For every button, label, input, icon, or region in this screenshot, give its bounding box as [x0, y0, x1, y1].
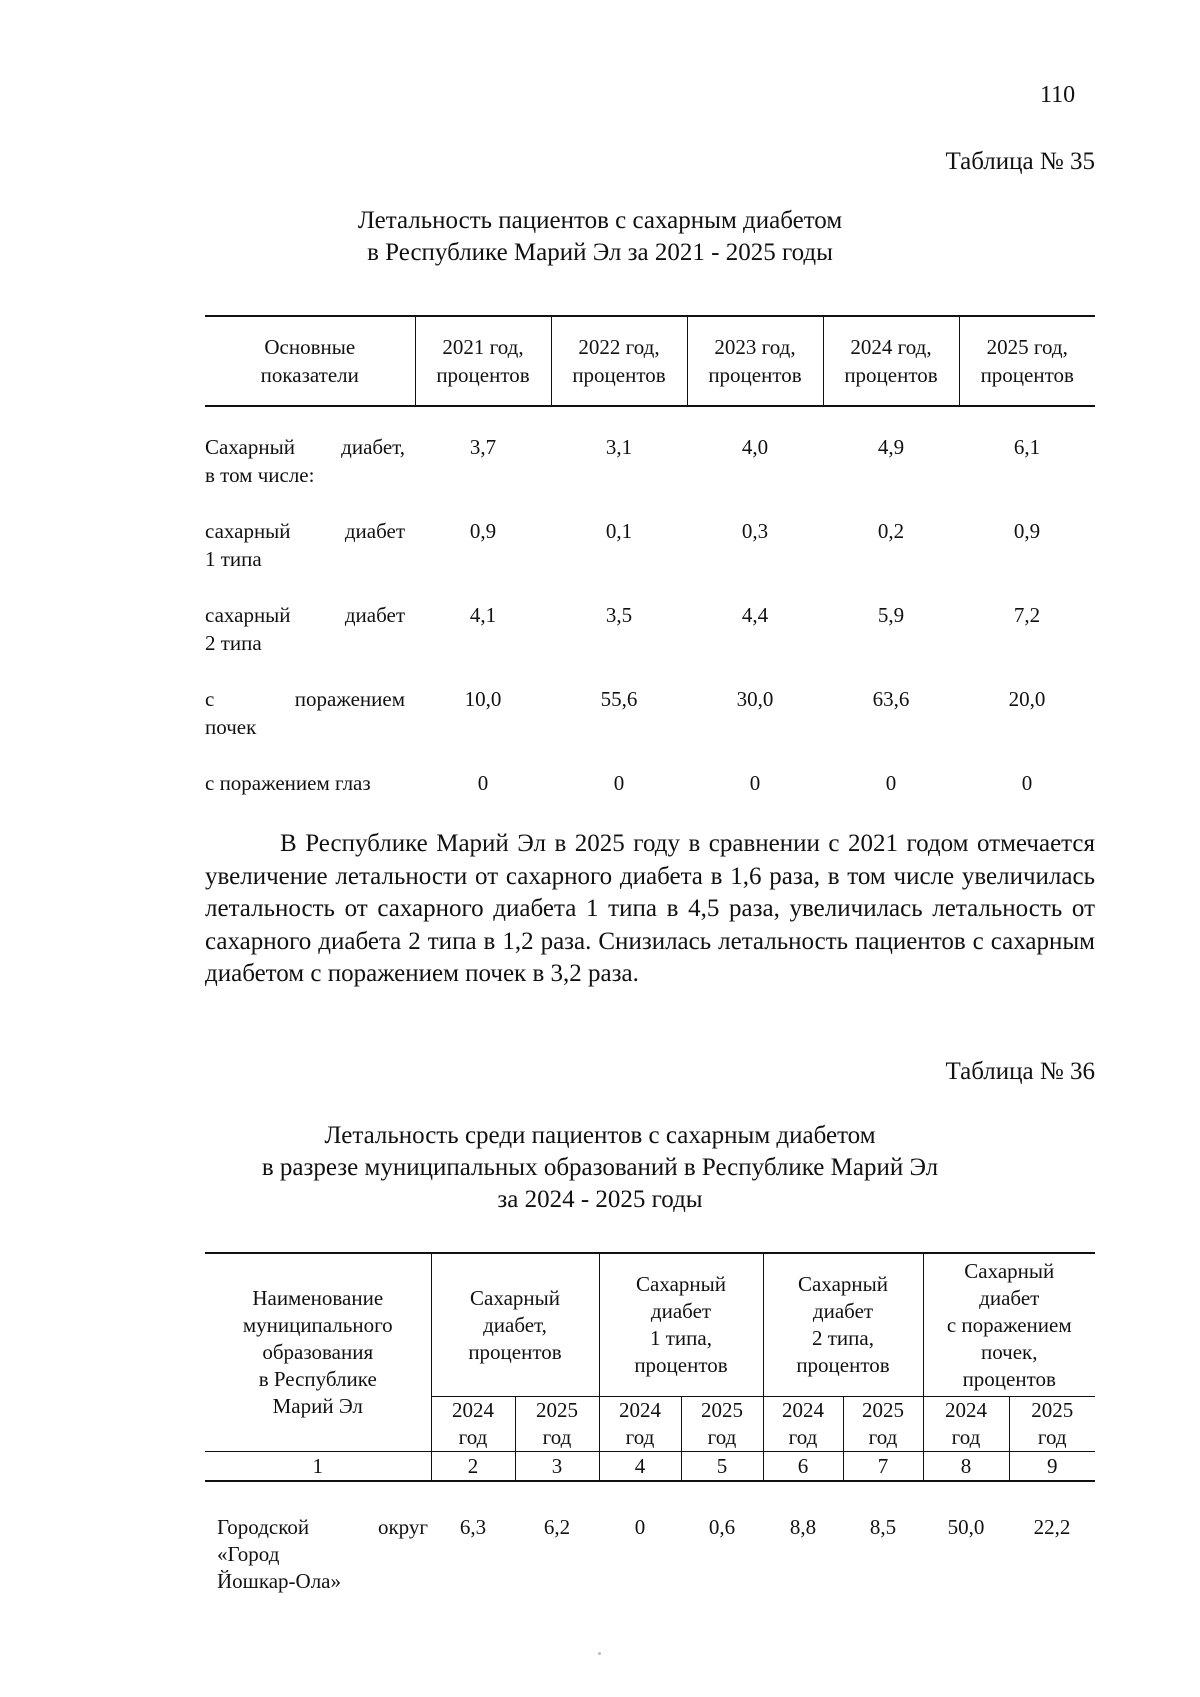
table-35-header-row [205, 316, 1095, 406]
header-diabetes-type-2: Сахарный диабет 2 типа, процентов [763, 1253, 923, 1397]
cell-value: 22,2 [1033, 1515, 1071, 1539]
column-number: 9 [1009, 1452, 1095, 1482]
cell-value: 0,6 [708, 1515, 736, 1539]
table-row [205, 1514, 1095, 1595]
table-35-caption [0, 205, 1200, 269]
cell-2021: 10,0 [464, 687, 502, 711]
cell-2023: 4,4 [741, 603, 769, 627]
body-paragraph-text: В Республике Марий Эл в 2025 году в сравнении с 2021 годом отмечается увеличение летальности от сахарного диабета в 1,6 раза, в том числе увеличилась летальность от сахарного диабета 1 типа в 4,5 раза, увеличилась летальность от сахарного диабета 2 типа в 1,2 раза. Снизилась летальность пациентов с сахарным диабетом с поражением почек в 3,2 раза. [205, 830, 1095, 987]
year-header: 2025 год [681, 1397, 763, 1452]
table-35-caption-line: в Республике Марий Эл за 2021 - 2025 годы [367, 239, 833, 266]
cell-value: 6,3 [459, 1515, 487, 1539]
table-row [205, 433, 1095, 517]
table-35-label: Таблица № 35 [945, 148, 1095, 175]
cell-2021: 0,9 [469, 519, 497, 543]
table-row [205, 685, 1095, 769]
table-36-caption-line: в разрезе муниципальных образований в Республике Марий Эл [261, 1154, 939, 1181]
page-number: 110 [1040, 82, 1076, 108]
header-2025: 2025 год, процентов [959, 316, 1095, 406]
year-header: 2024 год [431, 1397, 515, 1452]
cell-2021: 0 [477, 771, 489, 795]
year-header: 2025 год [515, 1397, 599, 1452]
cell-2021: 4,1 [469, 603, 497, 627]
table-35 [205, 315, 1095, 809]
cell-2024: 5,9 [877, 603, 905, 627]
scan-speck [598, 1652, 601, 1655]
row-label: сахарный диабет 1 типа [205, 519, 405, 571]
header-diabetes-kidney: Сахарный диабет с поражением почек, процентов [923, 1253, 1095, 1397]
table-35-caption-line: Летальность пациентов с сахарным диабетом [357, 207, 843, 234]
header-2024: 2024 год, процентов [823, 316, 959, 406]
column-number-row [205, 1452, 1095, 1482]
cell-2025: 6,1 [1013, 435, 1041, 459]
cell-2025: 0,9 [1013, 519, 1041, 543]
row-label: Сахарный диабет, в том числе: [205, 435, 405, 487]
cell-2022: 3,5 [605, 603, 633, 627]
year-header: 2024 год [763, 1397, 843, 1452]
cell-2024: 4,9 [877, 435, 905, 459]
year-header: 2024 год [599, 1397, 681, 1452]
table-36-caption-line: Летальность среди пациентов с сахарным диабетом [324, 1122, 876, 1149]
table-36-header-row [205, 1253, 1095, 1397]
header-indicators: Основные показатели [205, 316, 415, 406]
cell-2021: 3,7 [469, 435, 497, 459]
column-number: 4 [599, 1452, 681, 1482]
column-number: 3 [515, 1452, 599, 1482]
cell-2023: 4,0 [741, 435, 769, 459]
cell-2023: 0 [749, 771, 761, 795]
header-2021: 2021 год, процентов [415, 316, 551, 406]
table-36-label: Таблица № 36 [945, 1058, 1095, 1085]
header-2022: 2022 год, процентов [551, 316, 687, 406]
header-region: Наименование муниципального образования в Республике Марий Эл [205, 1253, 431, 1452]
table-36 [205, 1252, 1095, 1595]
cell-value: 50,0 [947, 1515, 985, 1539]
cell-2025: 0 [1021, 771, 1033, 795]
year-header: 2025 год [1009, 1397, 1095, 1452]
cell-2024: 0 [885, 771, 897, 795]
cell-2023: 0,3 [741, 519, 769, 543]
cell-2024: 0,2 [877, 519, 905, 543]
cell-2025: 7,2 [1013, 603, 1041, 627]
cell-value: 8,5 [869, 1515, 897, 1539]
table-row [205, 601, 1095, 685]
cell-2024: 63,6 [872, 687, 910, 711]
cell-value: 0 [634, 1515, 646, 1539]
table-row [205, 769, 1095, 809]
column-number: 8 [923, 1452, 1009, 1482]
cell-2022: 3,1 [605, 435, 633, 459]
table-36-caption [0, 1120, 1200, 1216]
column-number: 1 [205, 1452, 431, 1482]
cell-2025: 20,0 [1008, 687, 1046, 711]
column-number: 6 [763, 1452, 843, 1482]
cell-value: 8,8 [789, 1515, 817, 1539]
column-number: 5 [681, 1452, 763, 1482]
body-paragraph [205, 828, 1095, 991]
year-header: 2025 год [843, 1397, 923, 1452]
cell-value: 6,2 [543, 1515, 571, 1539]
column-number: 2 [431, 1452, 515, 1482]
table-36-caption-line: за 2024 - 2025 годы [497, 1186, 703, 1213]
table-row [205, 517, 1095, 601]
cell-2022: 0,1 [605, 519, 633, 543]
year-header: 2024 год [923, 1397, 1009, 1452]
header-diabetes-type-1: Сахарный диабет 1 типа, процентов [599, 1253, 763, 1397]
column-number: 7 [843, 1452, 923, 1482]
header-2023: 2023 год, процентов [687, 316, 823, 406]
row-label: с поражением глаз [205, 771, 371, 795]
cell-2022: 0 [613, 771, 625, 795]
cell-2023: 30,0 [736, 687, 774, 711]
header-diabetes: Сахарный диабет, процентов [431, 1253, 599, 1397]
row-label: сахарный диабет 2 типа [205, 603, 405, 655]
cell-2022: 55,6 [600, 687, 638, 711]
row-label: Городской округ «Город Йошкар-Ола» [217, 1515, 428, 1593]
row-label: с поражением почек [205, 687, 405, 739]
